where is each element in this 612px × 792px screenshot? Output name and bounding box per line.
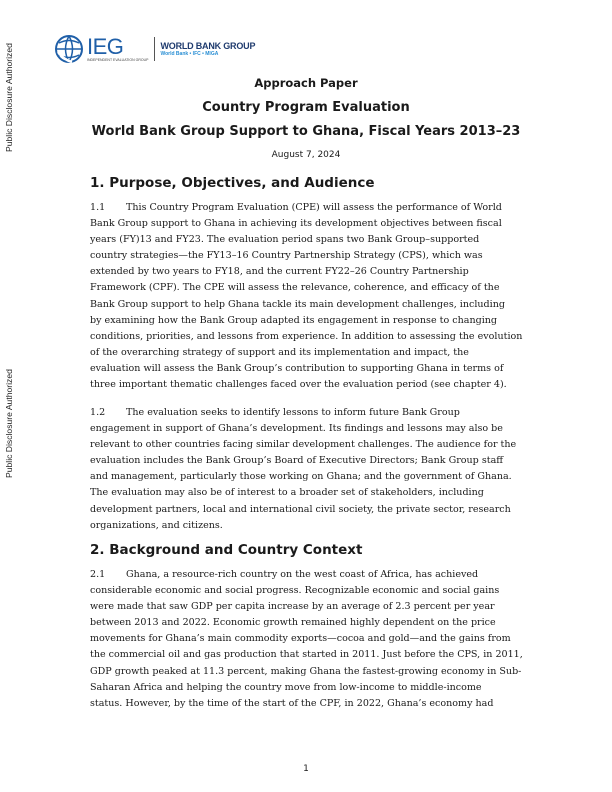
paragraph-line: GDP growth peaked at 11.3 percent, making Ghana the fastest-growing economy in Sub- xyxy=(90,665,522,677)
paragraph-line: between 2013 and 2022. Economic growth remained highly dependent on the price xyxy=(90,617,496,629)
paragraph-line: movements for Ghana’s main commodity exports—cocoa and gold—and the gains from xyxy=(90,633,511,645)
document-title: Country Program Evaluation xyxy=(202,100,410,115)
paragraph-line: years (FY)13 and FY23. The evaluation period spans two Bank Group–supported xyxy=(90,234,480,246)
paragraph-line: extended by two years to FY18, and the current FY22–26 Country Partnership xyxy=(90,266,469,278)
paragraph-line: organizations, and citizens. xyxy=(90,519,223,531)
document-date: August 7, 2024 xyxy=(271,150,341,160)
ieg-tagline: INDEPENDENT EVALUATION GROUP xyxy=(87,57,149,62)
paragraph-line: Bank Group support to help Ghana tackle its main development challenges, including xyxy=(90,298,505,310)
paragraph-line: The evaluation may also be of interest to a broader set of stakeholders, including xyxy=(90,487,484,499)
paragraph-line: evaluation includes the Bank Group’s Board of Executive Directors; Bank Group staff xyxy=(90,455,504,467)
ieg-wbg-logo xyxy=(54,34,255,64)
paragraph-line: of the overarching strategy of support and its implementation and impact, the xyxy=(90,346,469,358)
paragraph-line: status. However, by the time of the start of the CPF, in 2022, Ghana’s economy had xyxy=(90,697,494,709)
paragraph-line: Saharan Africa and helping the country move from low-income to middle-income xyxy=(90,681,482,693)
disclosure-stamp-text: Public Disclosure Authorized xyxy=(4,369,14,478)
paragraph-2-1 xyxy=(90,567,524,712)
paragraph-1-1 xyxy=(90,200,524,393)
document-subtitle: World Bank Group Support to Ghana, Fiscal Years 2013–23 xyxy=(91,124,521,139)
disclosure-stamp-text: Public Disclosure Authorized xyxy=(4,43,14,152)
world-bank-globe-icon xyxy=(54,34,84,64)
paragraph-1-2 xyxy=(90,405,524,534)
paragraph-line: the commercial oil and gas production that started in 2011. Just before the CPS, in 2011, xyxy=(90,649,523,661)
paragraph-line: 1.1 This Country Program Evaluation (CPE) will assess the performance of World xyxy=(90,200,524,216)
document-type: Approach Paper xyxy=(254,76,358,90)
section-heading-2: 2. Background and Country Context xyxy=(90,542,363,558)
paragraph-number: 1.1 xyxy=(90,202,106,213)
paragraph-line: Framework (CPF). The CPE will assess the relevance, coherence, and efficacy of the xyxy=(90,282,500,294)
paragraph-line: relevant to other countries facing similar development challenges. The audience for the xyxy=(90,439,517,451)
paragraph-line: 2.1 Ghana, a resource-rich country on the west coast of Africa, has achieved xyxy=(90,567,524,583)
paragraph-line: were made that saw GDP per capita increase by an average of 2.3 percent per year xyxy=(90,601,495,613)
paragraph-line: considerable economic and social progress. Recognizable economic and social gains xyxy=(90,585,500,597)
paragraph-number: 1.2 xyxy=(90,407,106,418)
paragraph-line: country strategies—the FY13–16 Country Partnership Strategy (CPS), which was xyxy=(90,250,483,262)
ieg-wordmark: IEG xyxy=(87,33,124,59)
page-number: 1 xyxy=(303,764,309,774)
section-heading-1: 1. Purpose, Objectives, and Audience xyxy=(90,175,375,191)
paragraph-line: by examining how the Bank Group adapted its engagement in response to changing xyxy=(90,314,498,326)
paragraph-line: three important thematic challenges faced over the evaluation period (see chapter 4). xyxy=(90,379,507,391)
paragraph-line: development partners, local and international civil society, the private sector, research xyxy=(90,503,511,515)
wbg-subtitle: World Bank • IFC • MIGA xyxy=(160,50,219,57)
paragraph-line: conditions, priorities, and lessons from experience. In addition to assessing the evolution xyxy=(90,330,523,342)
paragraph-line: and management, particularly those working on Ghana; and the government of Ghana. xyxy=(90,471,512,483)
paragraph-number: 2.1 xyxy=(90,569,106,580)
paragraph-line: 1.2 The evaluation seeks to identify lessons to inform future Bank Group xyxy=(90,405,524,421)
paragraph-line: engagement in support of Ghana’s development. Its findings and lessons may also be xyxy=(90,423,503,435)
paragraph-line: evaluation will assess the Bank Group’s contribution to supporting Ghana in terms of xyxy=(90,362,504,374)
wbg-wordmark: WORLD BANK GROUP xyxy=(160,40,256,51)
paragraph-line: Bank Group support to Ghana in achieving its development objectives between fiscal xyxy=(90,218,502,230)
logo-divider xyxy=(154,37,155,61)
